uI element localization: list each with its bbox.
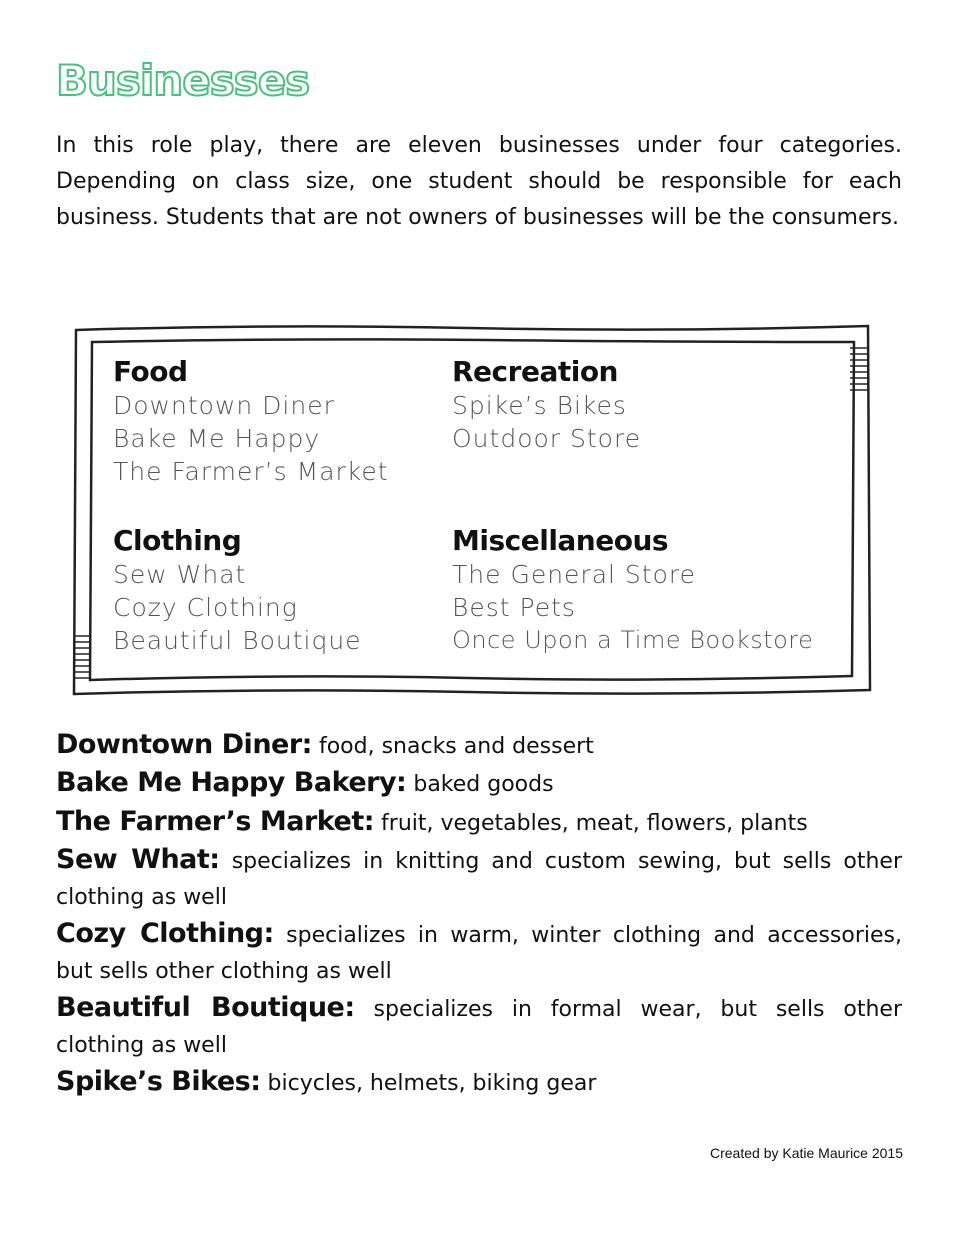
business-name: Beautiful Boutique: — [56, 992, 355, 1023]
business-item: Cozy Clothing — [113, 593, 298, 622]
business-item: Downtown Diner — [113, 391, 335, 420]
business-item: Once Upon a Time Bookstore — [452, 626, 814, 654]
business-details: specializes in knitting and custom sewing, but sells other clothing as well — [56, 849, 903, 910]
business-description — [56, 727, 902, 765]
business-description — [56, 990, 902, 1064]
business-name: Spike’s Bikes: — [56, 1066, 261, 1097]
business-details: specializes in warm, winter clothing and accessories, but sells other clothing as well — [56, 923, 902, 984]
business-name: The Farmer’s Market: — [56, 806, 375, 837]
business-details: bicycles, helmets, biking gear — [267, 1071, 597, 1096]
business-details: food, snacks and dessert — [318, 734, 594, 759]
category-heading: Clothing — [113, 524, 242, 557]
business-item: Spike’s Bikes — [452, 391, 627, 420]
business-item: Best Pets — [452, 593, 576, 622]
category-heading: Recreation — [452, 355, 618, 388]
footer-credit: Created by Katie Maurice 2015 — [710, 1145, 903, 1161]
business-name: Cozy Clothing: — [56, 918, 274, 949]
category-heading: Miscellaneous — [452, 524, 669, 557]
business-description — [56, 842, 902, 916]
category-heading: Food — [113, 355, 188, 388]
business-item: The General Store — [452, 560, 696, 589]
category-clothing — [113, 524, 493, 657]
business-item: Beautiful Boutique — [113, 626, 362, 655]
category-food — [113, 355, 493, 488]
business-item: Outdoor Store — [452, 424, 642, 453]
business-description — [56, 804, 902, 842]
category-recreation — [452, 355, 832, 455]
business-description — [56, 1064, 902, 1102]
business-details: fruit, vegetables, meat, flowers, plants — [381, 811, 808, 836]
business-description — [56, 916, 902, 990]
business-item: Bake Me Happy — [113, 424, 321, 453]
business-item: Sew What — [113, 560, 247, 589]
intro-paragraph: In this role play, there are eleven businesses under four categories. Depending on class size, one student should be responsible for each business. Students that are not owners of businesses will be the consumers. — [56, 133, 902, 230]
business-name: Bake Me Happy Bakery: — [56, 767, 407, 798]
business-details: specializes in formal wear, but sells other clothing as well — [56, 997, 902, 1058]
page-title: Businesses — [56, 56, 310, 105]
business-description — [56, 765, 902, 803]
business-details: baked goods — [413, 772, 554, 797]
business-name: Sew What: — [56, 844, 220, 875]
category-miscellaneous — [452, 524, 852, 657]
business-name: Downtown Diner: — [56, 729, 312, 760]
business-item: The Farmer’s Market — [113, 457, 389, 486]
